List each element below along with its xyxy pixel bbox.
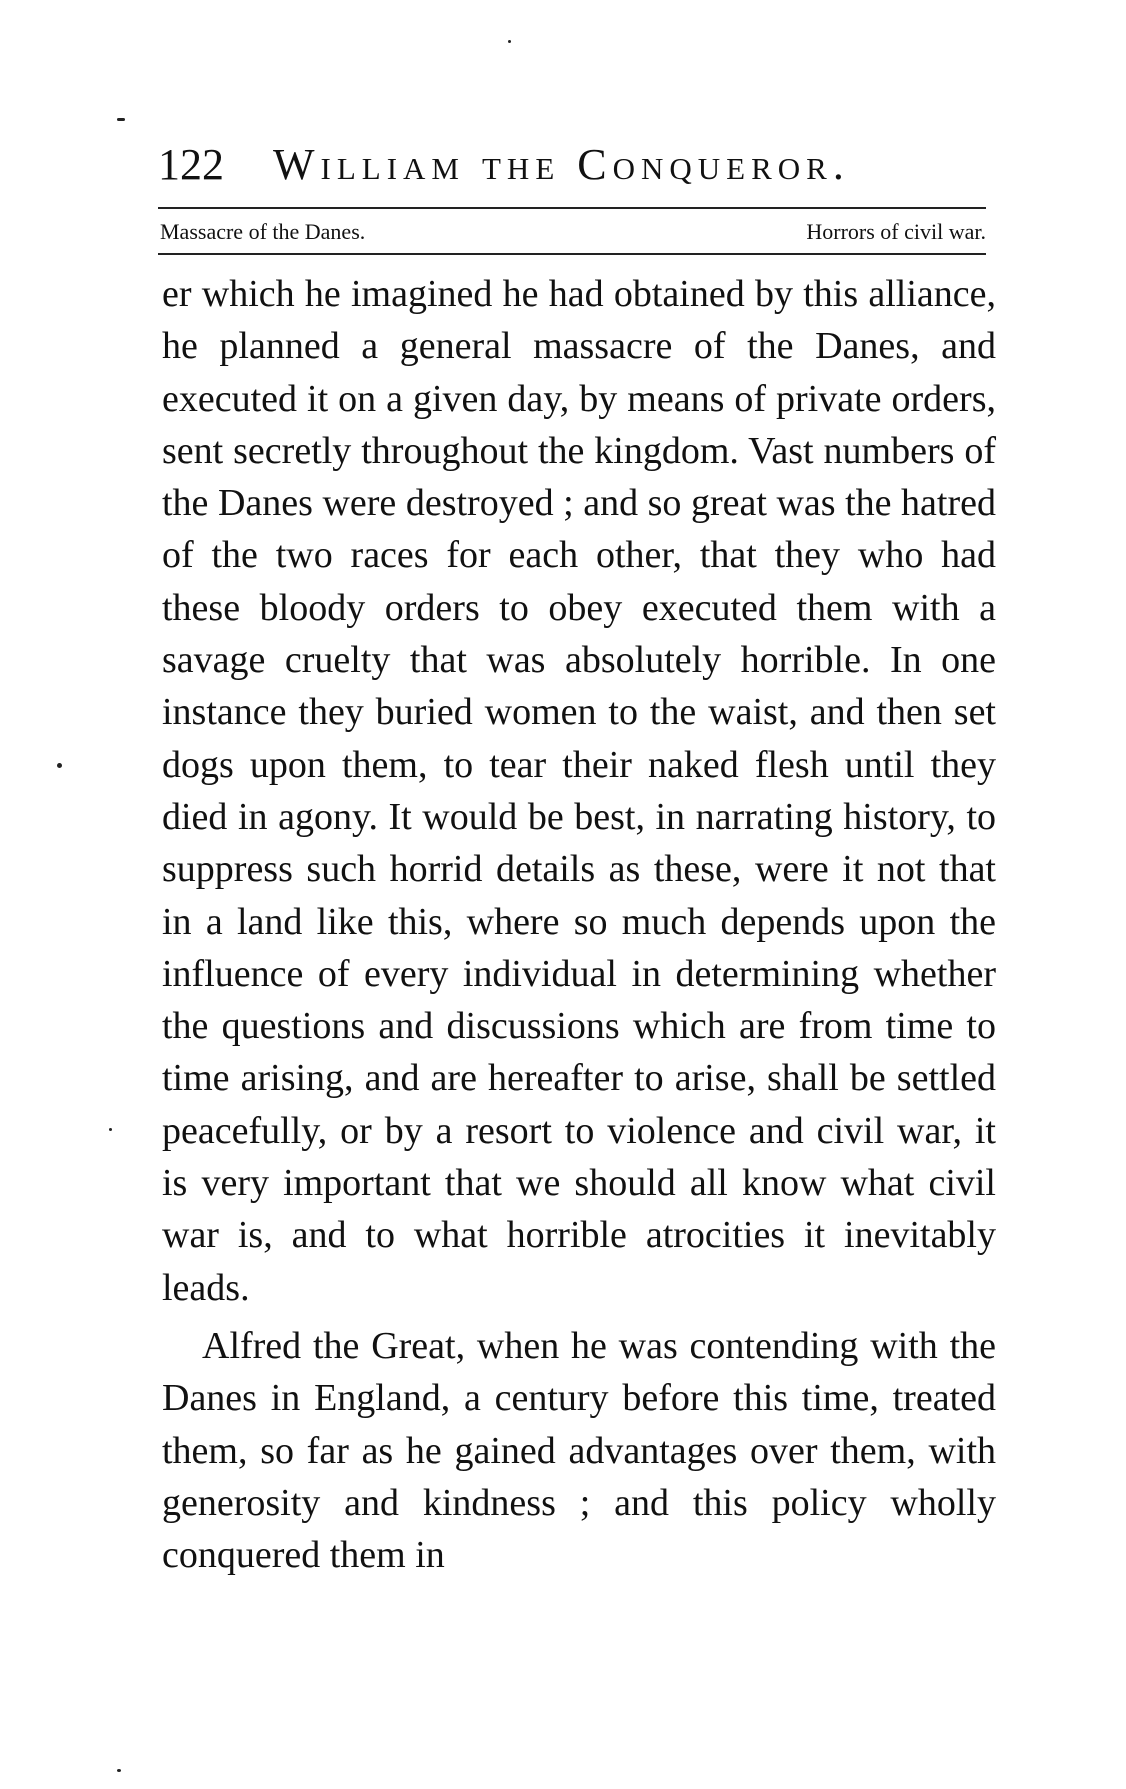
- body-text: [162, 268, 996, 1581]
- scan-speck: [508, 40, 511, 43]
- scan-speck: [117, 118, 125, 121]
- header-rule-top: [158, 207, 986, 209]
- subhead-left: Massacre of the Danes.: [160, 219, 366, 244]
- scan-speck: [117, 1769, 121, 1772]
- subhead-right: Horrors of civil war.: [806, 219, 986, 244]
- running-title: William the Conqueror.: [273, 140, 850, 189]
- scan-speck: [57, 763, 62, 768]
- page-number: 122: [158, 140, 224, 189]
- paragraph-1: er which he imagined he had obtained by this alliance, he planned a general massacre of the Danes, and executed it on a given day, by means of private orders, sent secretly throughout the kingdom. Vast numbers of the Danes were destroyed ; and so great was the hatred of the two races for each other, that they who had these bloody orders to obey executed them with a savage cruelty that was absolutely horrible. In one instance they buried women to the waist, and then set dogs upon them, to tear their naked flesh until they died in agony. It would be best, in narrating history, to suppress such horrid details as these, were it not that in a land like this, where so much depends upon the influence of every individual in determining whether the questions and discussions which are from time to time arising, and are hereafter to arise, shall be settled peacefully, or by a resort to violence and civil war, it is very important that we should all know what civil war is, and to what horrible atrocities it inevitably leads.: [162, 273, 996, 1309]
- marginal-subheads: [160, 217, 986, 247]
- scan-speck: [109, 1128, 112, 1131]
- paragraph-2: Alfred the Great, when he was contending with the Danes in England, a century before this time, treated them, so far as he gained advantages over them, with generosity and kindness ; and this policy wholly conquered them in: [162, 1324, 996, 1577]
- page-header: [158, 140, 988, 190]
- header-rule-bottom: [158, 253, 986, 255]
